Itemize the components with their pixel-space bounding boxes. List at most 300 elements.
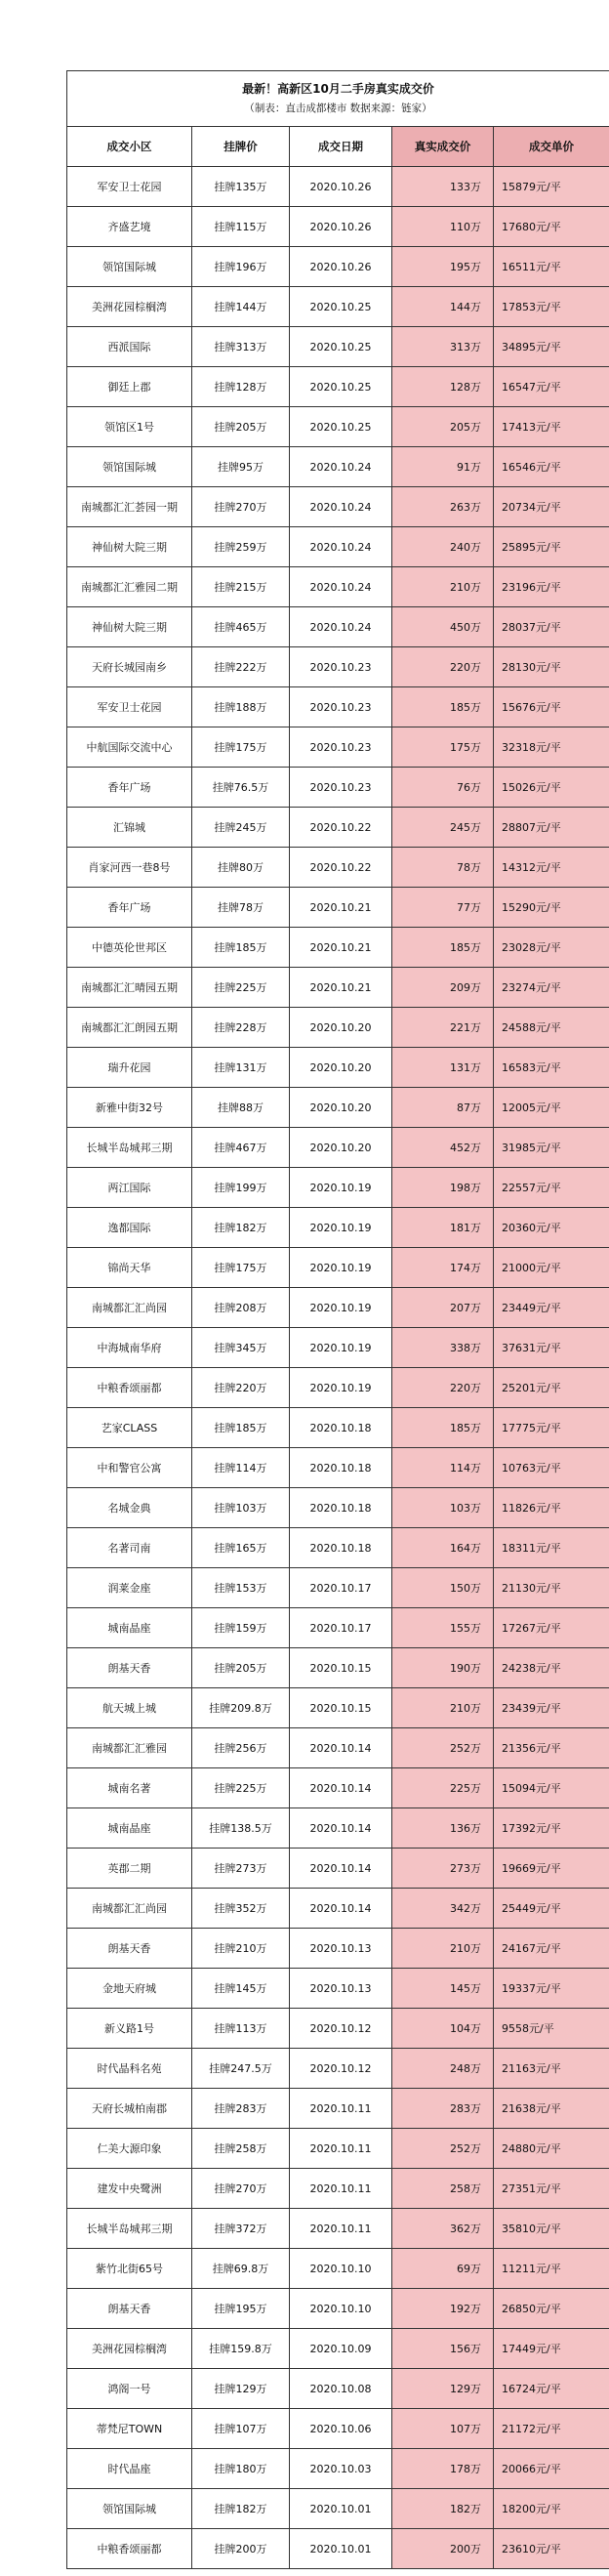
unit-price-cell: 21163元/平 <box>494 2049 609 2089</box>
community-cell: 朗基天香 <box>67 1929 192 1969</box>
table-row <box>67 207 609 247</box>
deal-price-cell: 342万 <box>392 1889 494 1929</box>
table-row <box>67 2329 609 2369</box>
listing-price-cell: 挂牌131万 <box>192 1048 290 1088</box>
page-title: 最新！高新区10月二手房真实成交价 <box>242 82 434 96</box>
unit-price-cell: 28130元/平 <box>494 647 609 687</box>
unit-price-cell: 15026元/平 <box>494 768 609 808</box>
listing-price-cell: 挂牌113万 <box>192 2009 290 2049</box>
community-cell: 领馆区1号 <box>67 407 192 447</box>
community-cell: 朗基天香 <box>67 1648 192 1688</box>
community-cell: 中粮香颂丽都 <box>67 1368 192 1408</box>
community-cell: 朗基天香 <box>67 2289 192 2329</box>
deal-date-cell: 2020.10.24 <box>290 447 392 487</box>
deal-price-cell: 221万 <box>392 1008 494 1048</box>
community-cell: 南城都汇汇尚园 <box>67 1889 192 1929</box>
unit-price-cell: 23274元/平 <box>494 968 609 1008</box>
unit-price-cell: 28037元/平 <box>494 607 609 647</box>
table-row <box>67 1408 609 1448</box>
column-header-listing-price: 挂牌价 <box>192 127 290 167</box>
listing-price-cell: 挂牌210万 <box>192 1929 290 1969</box>
unit-price-cell: 32318元/平 <box>494 727 609 768</box>
deal-date-cell: 2020.10.06 <box>290 2409 392 2449</box>
deal-price-cell: 452万 <box>392 1128 494 1168</box>
deal-date-cell: 2020.10.13 <box>290 1929 392 1969</box>
table-row <box>67 2049 609 2089</box>
unit-price-cell: 15290元/平 <box>494 888 609 928</box>
deal-price-cell: 104万 <box>392 2009 494 2049</box>
community-cell: 锦尚天华 <box>67 1248 192 1288</box>
deal-date-cell: 2020.10.19 <box>290 1368 392 1408</box>
deal-date-cell: 2020.10.19 <box>290 1208 392 1248</box>
title-row <box>67 71 609 127</box>
listing-price-cell: 挂牌208万 <box>192 1288 290 1328</box>
unit-price-cell: 26850元/平 <box>494 2289 609 2329</box>
community-cell: 领馆国际城 <box>67 247 192 287</box>
deal-price-cell: 205万 <box>392 407 494 447</box>
deal-date-cell: 2020.10.22 <box>290 808 392 848</box>
deal-price-cell: 313万 <box>392 327 494 367</box>
deal-date-cell: 2020.10.21 <box>290 928 392 968</box>
deal-price-cell: 263万 <box>392 487 494 527</box>
table-row <box>67 1168 609 1208</box>
listing-price-cell: 挂牌135万 <box>192 167 290 207</box>
unit-price-cell: 19337元/平 <box>494 1969 609 2009</box>
table-row <box>67 848 609 888</box>
listing-price-cell: 挂牌196万 <box>192 247 290 287</box>
listing-price-cell: 挂牌114万 <box>192 1448 290 1488</box>
listing-price-cell: 挂牌78万 <box>192 888 290 928</box>
listing-price-cell: 挂牌270万 <box>192 487 290 527</box>
deal-date-cell: 2020.10.22 <box>290 848 392 888</box>
unit-price-cell: 31985元/平 <box>494 1128 609 1168</box>
table-row <box>67 1808 609 1849</box>
unit-price-cell: 37631元/平 <box>494 1328 609 1368</box>
community-cell: 南城都汇汇尚园 <box>67 1288 192 1328</box>
unit-price-cell: 27351元/平 <box>494 2169 609 2209</box>
deal-date-cell: 2020.10.25 <box>290 367 392 407</box>
community-cell: 南城都汇汇荟园一期 <box>67 487 192 527</box>
table-row <box>67 687 609 727</box>
deal-price-cell: 210万 <box>392 567 494 607</box>
deal-date-cell: 2020.10.14 <box>290 1849 392 1889</box>
listing-price-cell: 挂牌222万 <box>192 647 290 687</box>
listing-price-cell: 挂牌313万 <box>192 327 290 367</box>
community-cell: 鸿阁一号 <box>67 2369 192 2409</box>
table-row <box>67 2289 609 2329</box>
table-row <box>67 928 609 968</box>
deal-price-cell: 133万 <box>392 167 494 207</box>
table-row <box>67 1448 609 1488</box>
unit-price-cell: 14312元/平 <box>494 848 609 888</box>
deal-date-cell: 2020.10.20 <box>290 1088 392 1128</box>
deal-price-cell: 103万 <box>392 1488 494 1528</box>
community-cell: 中航国际交流中心 <box>67 727 192 768</box>
table-row <box>67 607 609 647</box>
unit-price-cell: 17392元/平 <box>494 1808 609 1849</box>
community-cell: 逸都国际 <box>67 1208 192 1248</box>
table-row <box>67 2249 609 2289</box>
table-row <box>67 1929 609 1969</box>
unit-price-cell: 23439元/平 <box>494 1688 609 1728</box>
community-cell: 金地天府城 <box>67 1969 192 2009</box>
deal-price-cell: 131万 <box>392 1048 494 1088</box>
table-row <box>67 647 609 687</box>
table-row <box>67 2009 609 2049</box>
listing-price-cell: 挂牌182万 <box>192 1208 290 1248</box>
deal-price-cell: 114万 <box>392 1448 494 1488</box>
listing-price-cell: 挂牌225万 <box>192 968 290 1008</box>
listing-price-cell: 挂牌159.8万 <box>192 2329 290 2369</box>
listing-price-cell: 挂牌465万 <box>192 607 290 647</box>
table-row <box>67 487 609 527</box>
deal-date-cell: 2020.10.12 <box>290 2009 392 2049</box>
listing-price-cell: 挂牌195万 <box>192 2289 290 2329</box>
community-cell: 瑞升花园 <box>67 1048 192 1088</box>
title-cell <box>67 71 609 127</box>
deal-date-cell: 2020.10.11 <box>290 2209 392 2249</box>
deal-date-cell: 2020.10.10 <box>290 2249 392 2289</box>
deal-price-cell: 78万 <box>392 848 494 888</box>
deal-date-cell: 2020.10.11 <box>290 2089 392 2129</box>
listing-price-cell: 挂牌352万 <box>192 1889 290 1929</box>
deal-price-cell: 150万 <box>392 1568 494 1608</box>
table-row <box>67 1208 609 1248</box>
deal-date-cell: 2020.10.23 <box>290 647 392 687</box>
deal-price-cell: 240万 <box>392 527 494 567</box>
unit-price-cell: 24167元/平 <box>494 1929 609 1969</box>
deal-date-cell: 2020.10.01 <box>290 2529 392 2569</box>
deal-date-cell: 2020.10.26 <box>290 167 392 207</box>
listing-price-cell: 挂牌205万 <box>192 407 290 447</box>
table-row <box>67 768 609 808</box>
community-cell: 御廷上郡 <box>67 367 192 407</box>
listing-price-cell: 挂牌107万 <box>192 2409 290 2449</box>
deal-date-cell: 2020.10.19 <box>290 1288 392 1328</box>
community-cell: 军安卫士花园 <box>67 167 192 207</box>
table-row <box>67 1488 609 1528</box>
community-cell: 城南晶座 <box>67 1608 192 1648</box>
table-row <box>67 407 609 447</box>
deal-price-cell: 174万 <box>392 1248 494 1288</box>
deal-date-cell: 2020.10.25 <box>290 287 392 327</box>
deal-date-cell: 2020.10.20 <box>290 1008 392 1048</box>
deal-price-cell: 210万 <box>392 1929 494 1969</box>
deal-price-cell: 245万 <box>392 808 494 848</box>
listing-price-cell: 挂牌144万 <box>192 287 290 327</box>
unit-price-cell: 21638元/平 <box>494 2089 609 2129</box>
unit-price-cell: 17267元/平 <box>494 1608 609 1648</box>
deal-date-cell: 2020.10.20 <box>290 1048 392 1088</box>
unit-price-cell: 20734元/平 <box>494 487 609 527</box>
table-row <box>67 287 609 327</box>
deal-price-cell: 210万 <box>392 1688 494 1728</box>
deal-date-cell: 2020.10.18 <box>290 1448 392 1488</box>
listing-price-cell: 挂牌345万 <box>192 1328 290 1368</box>
community-cell: 天府长城园南乡 <box>67 647 192 687</box>
deal-date-cell: 2020.10.23 <box>290 687 392 727</box>
table-row <box>67 1969 609 2009</box>
unit-price-cell: 24238元/平 <box>494 1648 609 1688</box>
deal-price-cell: 220万 <box>392 647 494 687</box>
listing-price-cell: 挂牌200万 <box>192 2529 290 2569</box>
deal-price-cell: 207万 <box>392 1288 494 1328</box>
deal-price-cell: 252万 <box>392 2129 494 2169</box>
deal-date-cell: 2020.10.14 <box>290 1889 392 1929</box>
community-cell: 南城都汇汇朗园五期 <box>67 1008 192 1048</box>
community-cell: 中德英伦世邦区 <box>67 928 192 968</box>
column-header-unit-price: 成交单价 <box>494 127 609 167</box>
listing-price-cell: 挂牌258万 <box>192 2129 290 2169</box>
deal-date-cell: 2020.10.26 <box>290 207 392 247</box>
deal-date-cell: 2020.10.21 <box>290 968 392 1008</box>
unit-price-cell: 12005元/平 <box>494 1088 609 1128</box>
community-cell: 中粮香颂丽都 <box>67 2529 192 2569</box>
deal-date-cell: 2020.10.20 <box>290 1128 392 1168</box>
deal-date-cell: 2020.10.09 <box>290 2329 392 2369</box>
deal-price-cell: 91万 <box>392 447 494 487</box>
deal-date-cell: 2020.10.24 <box>290 527 392 567</box>
deal-date-cell: 2020.10.26 <box>290 247 392 287</box>
community-cell: 肖家河西一巷8号 <box>67 848 192 888</box>
deal-date-cell: 2020.10.21 <box>290 888 392 928</box>
deal-price-cell: 164万 <box>392 1528 494 1568</box>
unit-price-cell: 18311元/平 <box>494 1528 609 1568</box>
deal-price-cell: 195万 <box>392 247 494 287</box>
community-cell: 天府长城柏南郡 <box>67 2089 192 2129</box>
deal-date-cell: 2020.10.19 <box>290 1248 392 1288</box>
unit-price-cell: 24880元/平 <box>494 2129 609 2169</box>
unit-price-cell: 21172元/平 <box>494 2409 609 2449</box>
listing-price-cell: 挂牌259万 <box>192 527 290 567</box>
community-cell: 新义路1号 <box>67 2009 192 2049</box>
deal-date-cell: 2020.10.18 <box>290 1408 392 1448</box>
community-cell: 西派国际 <box>67 327 192 367</box>
listing-price-cell: 挂牌115万 <box>192 207 290 247</box>
table-row <box>67 1328 609 1368</box>
community-cell: 蒂梵尼TOWN <box>67 2409 192 2449</box>
deal-price-cell: 209万 <box>392 968 494 1008</box>
unit-price-cell: 9558元/平 <box>494 2009 609 2049</box>
table-row <box>67 1008 609 1048</box>
deal-price-cell: 450万 <box>392 607 494 647</box>
unit-price-cell: 18200元/平 <box>494 2489 609 2529</box>
community-cell: 航天城上城 <box>67 1688 192 1728</box>
table-row <box>67 888 609 928</box>
deal-price-cell: 220万 <box>392 1368 494 1408</box>
table-row <box>67 1688 609 1728</box>
deal-date-cell: 2020.10.08 <box>290 2369 392 2409</box>
table-row <box>67 2129 609 2169</box>
community-cell: 两江国际 <box>67 1168 192 1208</box>
unit-price-cell: 11211元/平 <box>494 2249 609 2289</box>
community-cell: 英郡二期 <box>67 1849 192 1889</box>
unit-price-cell: 22557元/平 <box>494 1168 609 1208</box>
unit-price-cell: 17680元/平 <box>494 207 609 247</box>
deal-date-cell: 2020.10.14 <box>290 1808 392 1849</box>
deal-date-cell: 2020.10.11 <box>290 2169 392 2209</box>
listing-price-cell: 挂牌225万 <box>192 1768 290 1808</box>
deal-price-cell: 252万 <box>392 1728 494 1768</box>
unit-price-cell: 25449元/平 <box>494 1889 609 1929</box>
unit-price-cell: 21130元/平 <box>494 1568 609 1608</box>
unit-price-cell: 17413元/平 <box>494 407 609 447</box>
community-cell: 名著司南 <box>67 1528 192 1568</box>
table-row <box>67 1528 609 1568</box>
transactions-table <box>66 70 609 2569</box>
listing-price-cell: 挂牌180万 <box>192 2449 290 2489</box>
unit-price-cell: 25895元/平 <box>494 527 609 567</box>
deal-date-cell: 2020.10.19 <box>290 1328 392 1368</box>
header-row <box>67 127 609 167</box>
unit-price-cell: 15879元/平 <box>494 167 609 207</box>
column-header-community: 成交小区 <box>67 127 192 167</box>
table-row <box>67 2409 609 2449</box>
table-row <box>67 1048 609 1088</box>
deal-price-cell: 144万 <box>392 287 494 327</box>
listing-price-cell: 挂牌175万 <box>192 1248 290 1288</box>
table-row <box>67 447 609 487</box>
community-cell: 建发中央鹭洲 <box>67 2169 192 2209</box>
listing-price-cell: 挂牌80万 <box>192 848 290 888</box>
listing-price-cell: 挂牌185万 <box>192 1408 290 1448</box>
table-row <box>67 247 609 287</box>
table-row <box>67 2529 609 2569</box>
listing-price-cell: 挂牌283万 <box>192 2089 290 2129</box>
listing-price-cell: 挂牌69.8万 <box>192 2249 290 2289</box>
table-row <box>67 968 609 1008</box>
community-cell: 中和警官公寓 <box>67 1448 192 1488</box>
unit-price-cell: 21356元/平 <box>494 1728 609 1768</box>
deal-price-cell: 110万 <box>392 207 494 247</box>
community-cell: 南城都汇汇晴园五期 <box>67 968 192 1008</box>
listing-price-cell: 挂牌199万 <box>192 1168 290 1208</box>
deal-date-cell: 2020.10.24 <box>290 487 392 527</box>
community-cell: 时代晶科名苑 <box>67 2049 192 2089</box>
community-cell: 城南晶座 <box>67 1808 192 1849</box>
listing-price-cell: 挂牌103万 <box>192 1488 290 1528</box>
deal-price-cell: 190万 <box>392 1648 494 1688</box>
deal-price-cell: 258万 <box>392 2169 494 2209</box>
deal-date-cell: 2020.10.03 <box>290 2449 392 2489</box>
listing-price-cell: 挂牌209.8万 <box>192 1688 290 1728</box>
deal-price-cell: 77万 <box>392 888 494 928</box>
community-cell: 香年广场 <box>67 768 192 808</box>
unit-price-cell: 17449元/平 <box>494 2329 609 2369</box>
deal-date-cell: 2020.10.17 <box>290 1568 392 1608</box>
table-row <box>67 2209 609 2249</box>
community-cell: 时代晶座 <box>67 2449 192 2489</box>
unit-price-cell: 10763元/平 <box>494 1448 609 1488</box>
community-cell: 美洲花园棕榈湾 <box>67 2329 192 2369</box>
table-row <box>67 1128 609 1168</box>
listing-price-cell: 挂牌215万 <box>192 567 290 607</box>
unit-price-cell: 15676元/平 <box>494 687 609 727</box>
column-header-deal-date: 成交日期 <box>290 127 392 167</box>
deal-price-cell: 182万 <box>392 2489 494 2529</box>
unit-price-cell: 35810元/平 <box>494 2209 609 2249</box>
community-cell: 名城金典 <box>67 1488 192 1528</box>
listing-price-cell: 挂牌256万 <box>192 1728 290 1768</box>
community-cell: 美洲花园棕榈湾 <box>67 287 192 327</box>
community-cell: 润莱金座 <box>67 1568 192 1608</box>
listing-price-cell: 挂牌128万 <box>192 367 290 407</box>
deal-date-cell: 2020.10.25 <box>290 407 392 447</box>
table-row <box>67 2169 609 2209</box>
listing-price-cell: 挂牌153万 <box>192 1568 290 1608</box>
listing-price-cell: 挂牌175万 <box>192 727 290 768</box>
deal-price-cell: 185万 <box>392 928 494 968</box>
listing-price-cell: 挂牌273万 <box>192 1849 290 1889</box>
unit-price-cell: 16547元/平 <box>494 367 609 407</box>
table-row <box>67 1608 609 1648</box>
unit-price-cell: 23449元/平 <box>494 1288 609 1328</box>
listing-price-cell: 挂牌138.5万 <box>192 1808 290 1849</box>
table-row <box>67 1248 609 1288</box>
deal-price-cell: 128万 <box>392 367 494 407</box>
unit-price-cell: 23028元/平 <box>494 928 609 968</box>
deal-date-cell: 2020.10.15 <box>290 1648 392 1688</box>
listing-price-cell: 挂牌270万 <box>192 2169 290 2209</box>
table-row <box>67 1648 609 1688</box>
deal-price-cell: 283万 <box>392 2089 494 2129</box>
deal-price-cell: 185万 <box>392 1408 494 1448</box>
unit-price-cell: 17853元/平 <box>494 287 609 327</box>
listing-price-cell: 挂牌95万 <box>192 447 290 487</box>
community-cell: 长城半岛城邦三期 <box>67 2209 192 2249</box>
table-row <box>67 1728 609 1768</box>
unit-price-cell: 20066元/平 <box>494 2449 609 2489</box>
page-subtitle: （制表：直击成都楼市 数据来源：链家） <box>244 103 432 114</box>
unit-price-cell: 24588元/平 <box>494 1008 609 1048</box>
unit-price-cell: 16511元/平 <box>494 247 609 287</box>
community-cell: 香年广场 <box>67 888 192 928</box>
deal-date-cell: 2020.10.01 <box>290 2489 392 2529</box>
deal-price-cell: 185万 <box>392 687 494 727</box>
deal-date-cell: 2020.10.13 <box>290 1969 392 2009</box>
deal-price-cell: 136万 <box>392 1808 494 1849</box>
deal-date-cell: 2020.10.19 <box>290 1168 392 1208</box>
listing-price-cell: 挂牌188万 <box>192 687 290 727</box>
unit-price-cell: 11826元/平 <box>494 1488 609 1528</box>
listing-price-cell: 挂牌159万 <box>192 1608 290 1648</box>
table-row <box>67 327 609 367</box>
unit-price-cell: 16546元/平 <box>494 447 609 487</box>
community-cell: 神仙树大院三期 <box>67 527 192 567</box>
deal-date-cell: 2020.10.24 <box>290 607 392 647</box>
listing-price-cell: 挂牌247.5万 <box>192 2049 290 2089</box>
deal-price-cell: 198万 <box>392 1168 494 1208</box>
unit-price-cell: 34895元/平 <box>494 327 609 367</box>
community-cell: 汇锦城 <box>67 808 192 848</box>
listing-price-cell: 挂牌88万 <box>192 1088 290 1128</box>
deal-price-cell: 129万 <box>392 2369 494 2409</box>
unit-price-cell: 17775元/平 <box>494 1408 609 1448</box>
community-cell: 艺家CLASS <box>67 1408 192 1448</box>
listing-price-cell: 挂牌165万 <box>192 1528 290 1568</box>
listing-price-cell: 挂牌467万 <box>192 1128 290 1168</box>
unit-price-cell: 16724元/平 <box>494 2369 609 2409</box>
table-row <box>67 1768 609 1808</box>
table-row <box>67 2489 609 2529</box>
deal-date-cell: 2020.10.17 <box>290 1608 392 1648</box>
listing-price-cell: 挂牌220万 <box>192 1368 290 1408</box>
community-cell: 领馆国际城 <box>67 2489 192 2529</box>
deal-date-cell: 2020.10.18 <box>290 1488 392 1528</box>
table-row <box>67 167 609 207</box>
unit-price-cell: 28807元/平 <box>494 808 609 848</box>
community-cell: 军安卫士花园 <box>67 687 192 727</box>
